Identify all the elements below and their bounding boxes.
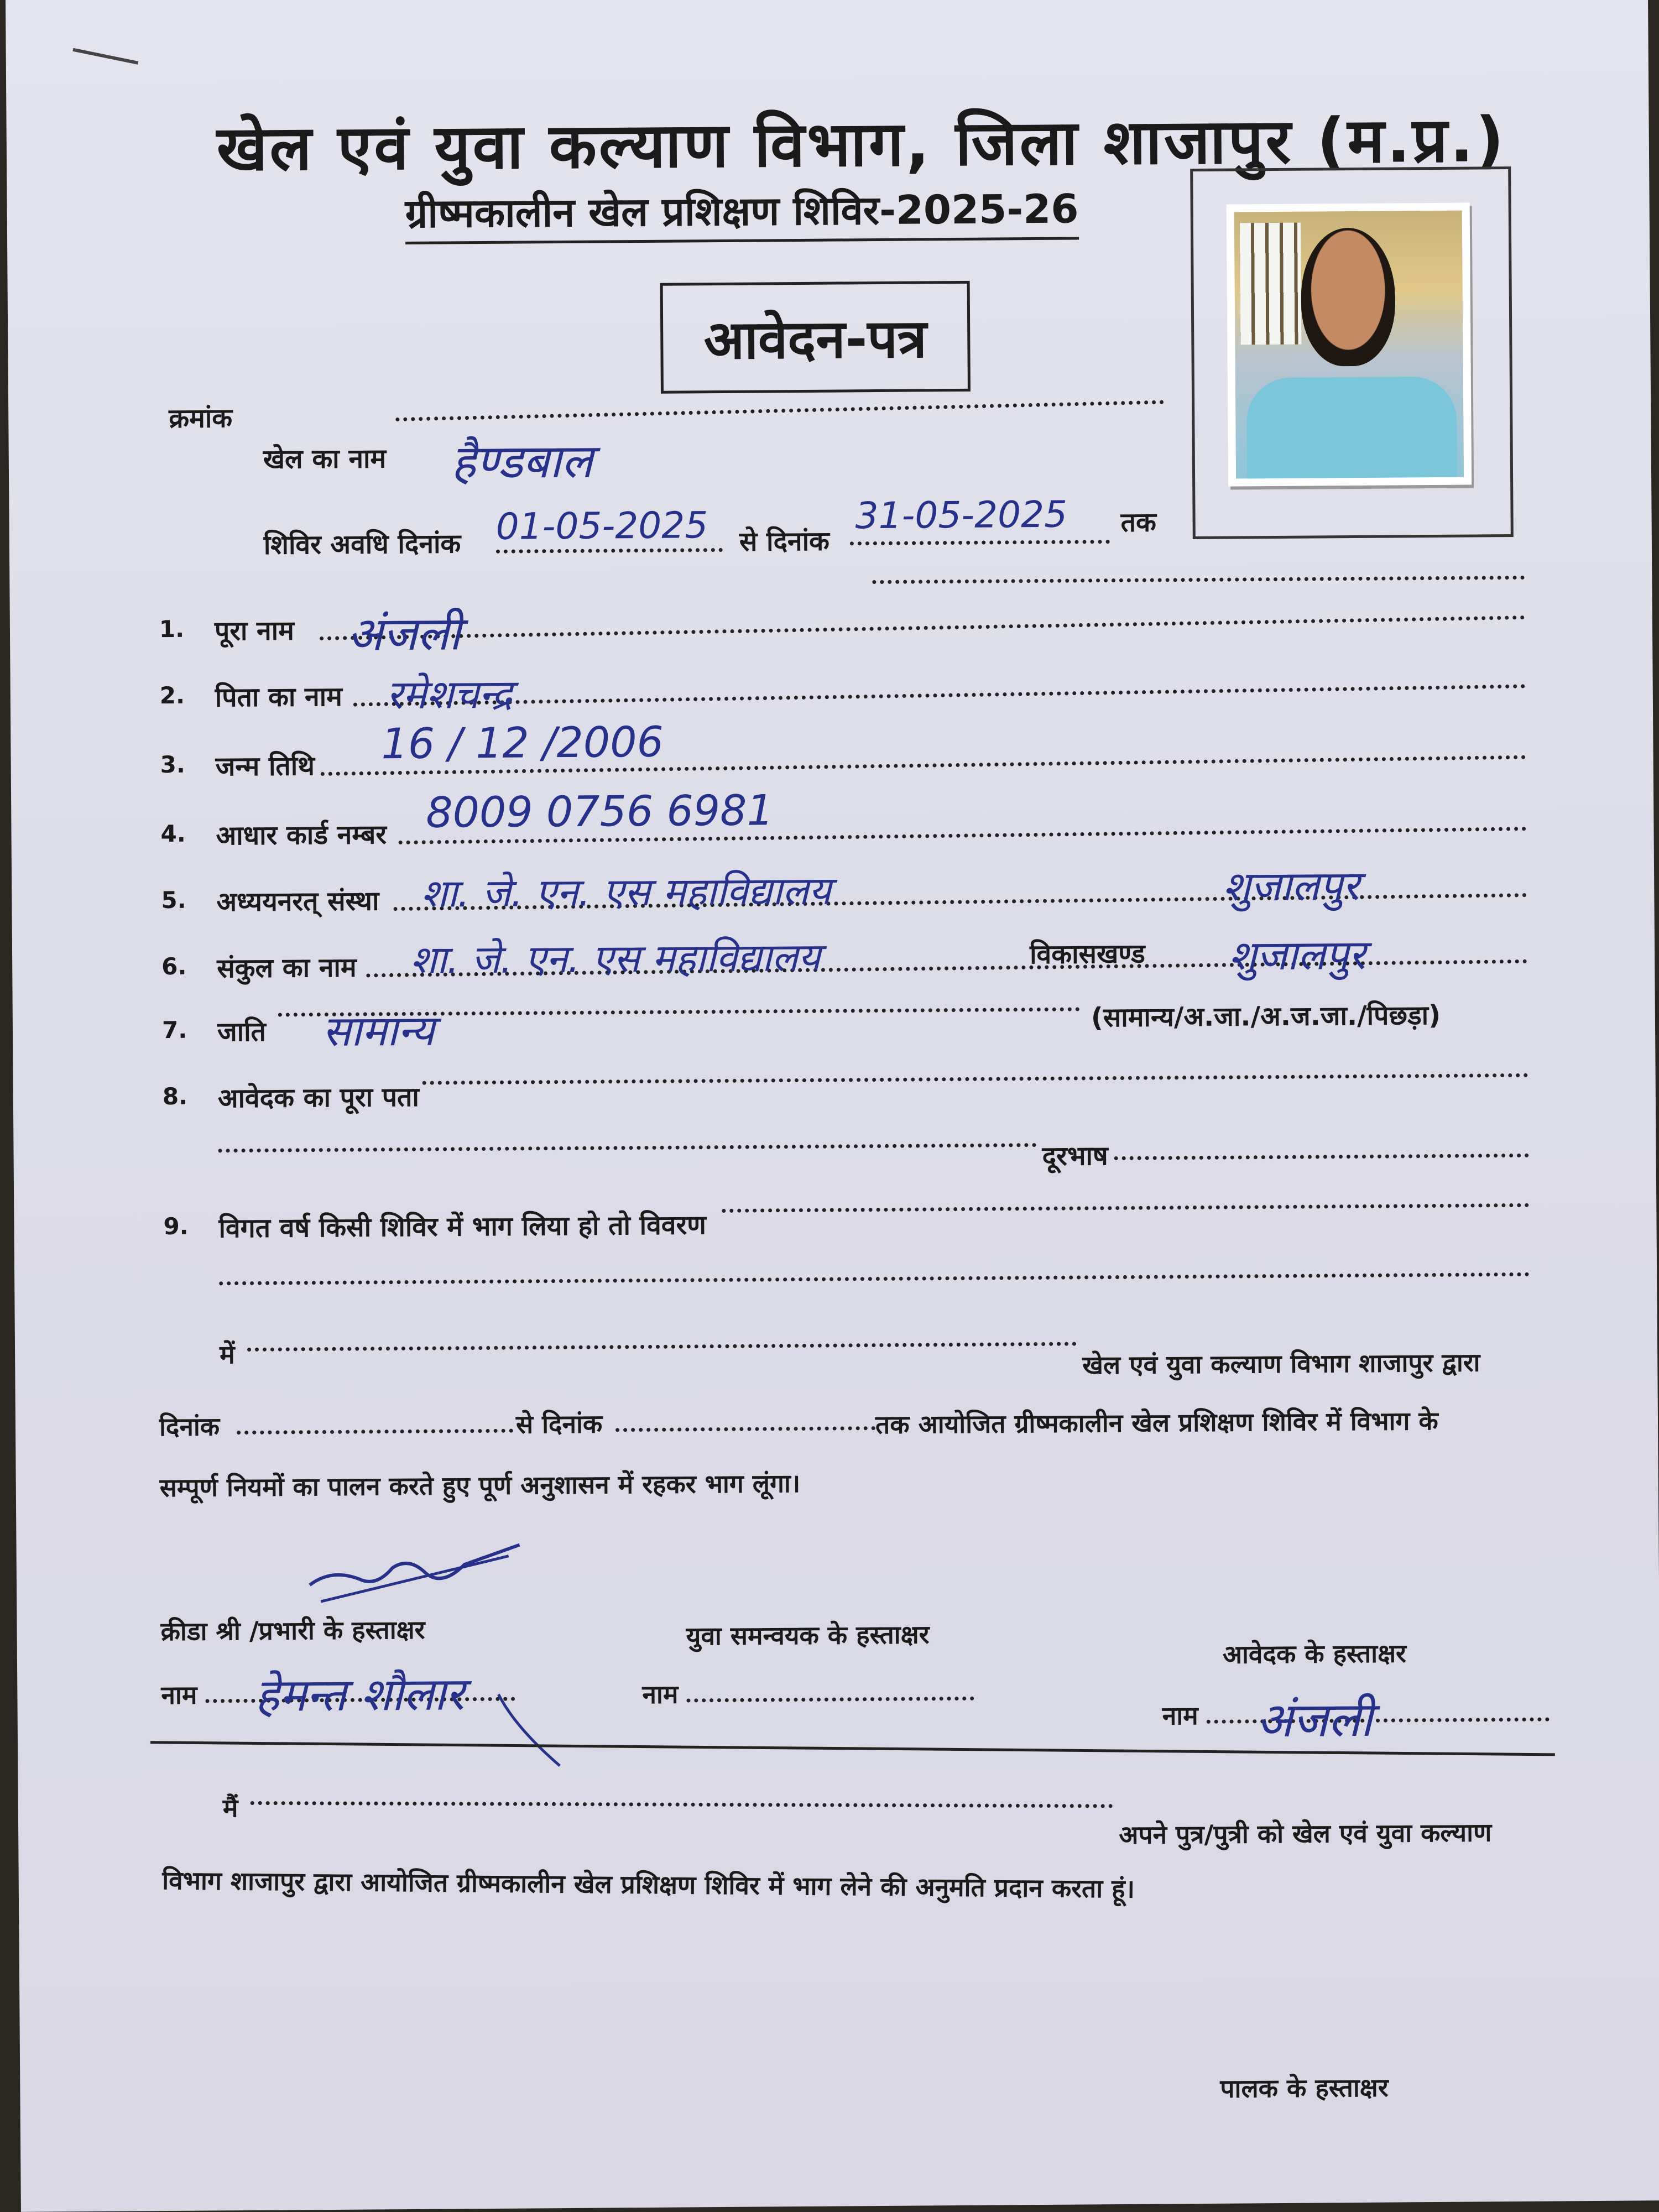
- applicant-photo: [1227, 203, 1472, 487]
- caste-value: सामान्य: [322, 1005, 435, 1056]
- to-date-value: 31-05-2025: [855, 493, 1068, 538]
- sport-line: [395, 400, 1164, 422]
- field-6-num: 6.: [161, 952, 187, 980]
- krida-name-value: हेमन्त शौलार: [255, 1668, 465, 1722]
- field-4-label: आधार कार्ड नम्बर: [216, 819, 387, 852]
- field-9-label: विगत वर्ष किसी शिविर में भाग लिया हो तो विवरण: [218, 1209, 707, 1244]
- field-6-label: संकुल का नाम: [217, 952, 357, 984]
- block-value: शुजालपुर: [1228, 931, 1366, 980]
- duration-label: शिविर अवधि दिनांक: [263, 528, 461, 561]
- applicant-name-label: नाम: [1162, 1700, 1198, 1731]
- field-7-num: 7.: [161, 1016, 187, 1044]
- consent-line2: विभाग शाजापुर द्वारा आयोजित ग्रीष्मकालीन खेल प्रशिक्षण शिविर में भाग लेने की अनुमति प्रदान करता हूं।: [162, 1865, 1135, 1904]
- field-5-label: अध्ययनरत् संस्था: [216, 885, 379, 918]
- sport-value: हैण्डबाल: [451, 434, 593, 489]
- until-label: तक: [1120, 507, 1157, 538]
- block-label: विकासखण्ड: [1029, 938, 1145, 971]
- phone-line: [1114, 1154, 1529, 1160]
- blank-line: [872, 576, 1525, 584]
- field-7-label: जाति: [217, 1016, 267, 1048]
- aadhaar-value: 8009 0756 6981: [425, 785, 774, 837]
- field-9-line: [722, 1203, 1529, 1213]
- declaration-me: में: [219, 1339, 235, 1370]
- field-9-line-2: [219, 1272, 1530, 1286]
- field-1-num: 1.: [159, 615, 185, 643]
- application-form-page: [6, 0, 1659, 2212]
- pen-mark: [72, 48, 138, 65]
- field-8-num: 8.: [162, 1082, 188, 1110]
- father-name-value: रमेशचन्द्र: [386, 670, 513, 718]
- form-title-box: [660, 281, 971, 394]
- full-name-value: अंजली: [347, 606, 461, 661]
- institution-city-value: शुजालपुर: [1222, 862, 1360, 911]
- institution-value: शा. जे. एन. एस महाविद्यालय: [421, 868, 832, 916]
- address-line-2: [218, 1143, 1037, 1152]
- field-8-label: आवेदक का पूरा पता: [217, 1081, 419, 1114]
- field-4-num: 4.: [160, 820, 186, 848]
- field-2-line: [353, 684, 1526, 706]
- from-date-line: [496, 548, 723, 554]
- field-1-line: [320, 615, 1525, 640]
- dob-value: 16 / 12 /2006: [381, 717, 664, 769]
- phone-label: दूरभाष: [1042, 1140, 1108, 1172]
- applicant-sign-label: आवेदक के हस्ताक्षर: [1222, 1638, 1407, 1670]
- field-3-num: 3.: [160, 750, 186, 779]
- consent-name-line: [251, 1801, 1113, 1808]
- field-3-label: जन्म तिथि: [215, 750, 315, 782]
- declaration-line1-end: खेल एवं युवा कल्याण विभाग शाजापुर द्वारा: [1082, 1347, 1480, 1380]
- camp-subtitle: ग्रीष्मकालीन खेल प्रशिक्षण शिविर-2025-26: [405, 180, 1078, 244]
- from-to-label: से दिनांक: [739, 525, 830, 557]
- sport-label: खेल का नाम: [263, 443, 387, 475]
- declaration-name-line: [247, 1342, 1077, 1352]
- declaration-from-line: [237, 1429, 513, 1434]
- department-title: खेल एवं युवा कल्याण विभाग, जिला शाजापुर (म.प्र.): [216, 104, 1506, 185]
- declaration-from-label: से दिनांक: [515, 1408, 603, 1439]
- caste-options: (सामान्य/अ.जा./अ.ज.जा./पिछड़ा): [1091, 999, 1441, 1034]
- declaration-line3: सम्पूर्ण नियमों का पालन करते हुए पूर्ण अनुशासन में रहकर भाग लूंगा।: [159, 1468, 801, 1503]
- field-9-num: 9.: [163, 1212, 189, 1240]
- serial-label: क्रमांक: [169, 403, 233, 434]
- to-date-line: [850, 540, 1110, 545]
- krida-sign-label: क्रीडा श्री /प्रभारी के हस्ताक्षर: [160, 1614, 425, 1647]
- krida-signature-scribble: [298, 1533, 531, 1618]
- declaration-line2-end: तक आयोजित ग्रीष्मकालीन खेल प्रशिक्षण शिविर में विभाग के: [875, 1405, 1438, 1440]
- field-5-num: 5.: [161, 886, 186, 914]
- parent-sign-label: पालक के हस्ताक्षर: [1220, 2072, 1389, 2104]
- photo-frame: [1190, 166, 1514, 539]
- declaration-date-label: दिनांक: [159, 1411, 220, 1442]
- consent-line1-end: अपने पुत्र/पुत्री को खेल एवं युवा कल्याण: [1119, 1817, 1492, 1850]
- field-1-label: पूरा नाम: [214, 615, 294, 647]
- yuva-sign-label: युवा समन्वयक के हस्ताक्षर: [686, 1619, 930, 1651]
- krida-name-label: नाम: [161, 1679, 197, 1710]
- from-date-value: 01-05-2025: [495, 504, 708, 548]
- krida-name-flourish: [493, 1688, 565, 1772]
- yuva-name-line: [686, 1697, 974, 1703]
- applicant-name-value: अंजली: [1256, 1692, 1373, 1749]
- declaration-to-line: [615, 1426, 875, 1432]
- consent-main: मैं: [222, 1793, 238, 1823]
- field-2-label: पिता का नाम: [215, 681, 342, 713]
- field-2-num: 2.: [159, 681, 185, 709]
- cluster-value: शा. जे. एन. एस महाविद्यालय: [410, 934, 821, 983]
- yuva-name-label: नाम: [642, 1679, 679, 1710]
- field-8-line: [422, 1073, 1528, 1085]
- form-title: आवेदन-पत्र: [703, 307, 927, 371]
